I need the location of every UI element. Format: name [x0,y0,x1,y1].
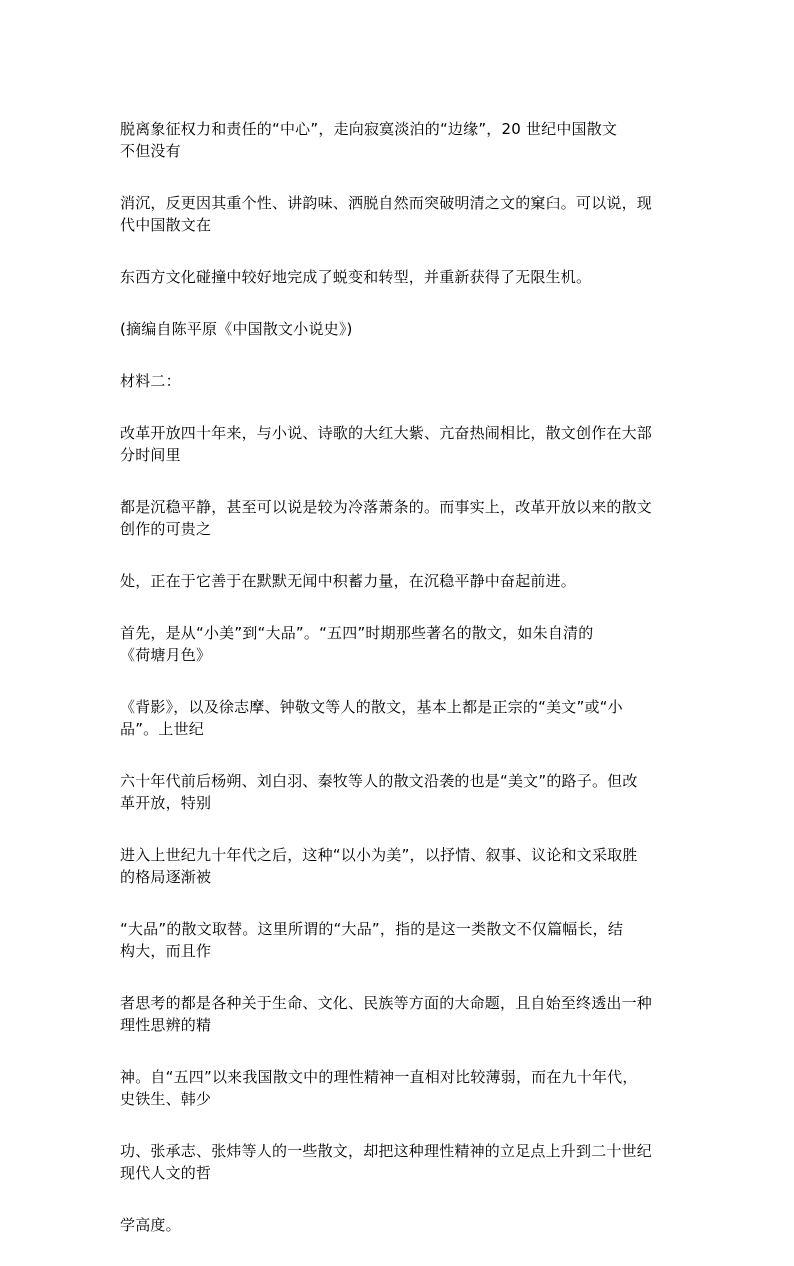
paragraph [120,118,680,162]
paragraph-line: 《背影》，以及徐志摩、钟敬文等人的散文，基本上都是正宗的“美文”或“小 [120,698,623,716]
paragraph [120,696,680,740]
paragraph [120,318,680,340]
paragraph [120,1214,680,1236]
paragraph [120,496,680,540]
paragraph [120,770,680,814]
paragraph-line: 改革开放四十年来，与小说、诗歌的大红大紫、亢奋热闹相比，散文创作在大部 [120,424,653,442]
paragraph-line: 史铁生、韩少 [120,1090,212,1108]
paragraph [120,266,680,288]
paragraph-line: 脱离象征权力和责任的“中心”，走向寂寞淡泊的“边缘”，20 世纪中国散文 [120,120,618,138]
paragraph-line: 都是沉稳平静，甚至可以说是较为冷落萧条的。而事实上，改革开放以来的散文 [120,498,653,516]
paragraph [120,1140,680,1184]
paragraph [120,192,680,236]
paragraph [120,918,680,962]
paragraph-line: 六十年代前后杨朔、刘白羽、秦牧等人的散文沿袭的也是“美文”的路子。但改 [120,772,638,790]
paragraph [120,622,680,666]
paragraph-line: 进入上世纪九十年代之后，这种“以小为美”，以抒情、叙事、议论和文采取胜 [120,846,638,864]
paragraph-line: 首先，是从“小美”到“大品”。“五四”时期那些著名的散文，如朱自清的 [120,624,594,642]
paragraph-line: 学高度。 [120,1216,181,1234]
paragraph-line: 创作的可贵之 [120,520,212,538]
paragraph-line: 东西方文化碰撞中较好地完成了蜕变和转型，并重新获得了无限生机。 [120,268,592,286]
paragraph [120,844,680,888]
paragraph-line: 材料二： [120,372,181,390]
paragraph-line: 处，正在于它善于在默默无闻中积蓄力量，在沉稳平静中奋起前进。 [120,572,577,590]
paragraph-line: 代中国散文在 [120,216,212,234]
paragraph-line: 功、张承志、张炜等人的一些散文，却把这种理性精神的立足点上升到二十世纪 [120,1142,653,1160]
paragraph-line: 理性思辨的精 [120,1016,212,1034]
paragraph [120,570,680,592]
paragraph-line: (摘编自陈平原《中国散文小说史》) [120,320,353,338]
paragraph-line: 品”。上世纪 [120,720,204,738]
paragraph-line: 现代人文的哲 [120,1164,212,1182]
paragraph-line: 的格局逐渐被 [120,868,212,886]
paragraph [120,1066,680,1110]
document-body [120,118,680,1266]
paragraph [120,422,680,466]
paragraph-line: 构大，而且作 [120,942,212,960]
paragraph [120,370,680,392]
paragraph-line: 《荷塘月色》 [120,646,212,664]
paragraph-line: 革开放，特别 [120,794,212,812]
paragraph [120,992,680,1036]
paragraph-line: 分时间里 [120,446,181,464]
paragraph-line: 者思考的都是各种关于生命、文化、民族等方面的大命题，且自始至终透出一种 [120,994,653,1012]
paragraph-line: 不但没有 [120,142,181,160]
paragraph-line: “大品”的散文取替。这里所谓的“大品”，指的是这一类散文不仅篇幅长，结 [120,920,624,938]
paragraph-line: 神。自“五四”以来我国散文中的理性精神一直相对比较薄弱，而在九十年代， [120,1068,638,1086]
paragraph-line: 消沉，反更因其重个性、讲韵味、洒脱自然而突破明清之文的窠臼。可以说，现 [120,194,653,212]
